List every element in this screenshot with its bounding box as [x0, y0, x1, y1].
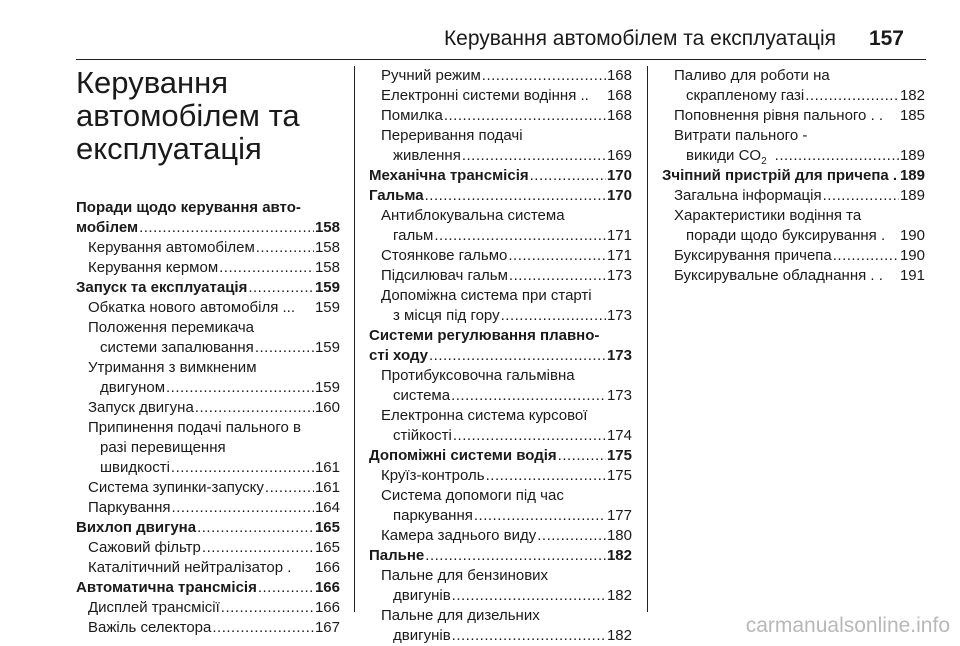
toc-leader-dots: [197, 518, 314, 538]
toc-entry[interactable]: [662, 226, 925, 246]
toc-leader-dots: [558, 446, 606, 466]
toc-entry-title: Система зупинки-запуску: [88, 479, 264, 496]
toc-entry[interactable]: [76, 498, 340, 518]
toc-entry[interactable]: [369, 306, 632, 326]
toc-entry[interactable]: [369, 426, 632, 446]
toc-entry-title: Паркування: [88, 499, 171, 516]
toc-leader-dots: [265, 478, 314, 498]
toc-section-entry[interactable]: [369, 346, 632, 366]
toc-entry-page: 189: [899, 187, 925, 204]
toc-entry-title: стійкості: [393, 427, 452, 444]
toc-entry-title: Керування кермом: [88, 259, 219, 276]
toc-leader-dots: [171, 458, 314, 478]
toc-section-entry[interactable]: [76, 278, 340, 298]
toc-entry-title: скрапленому газі: [686, 87, 805, 104]
toc-entry[interactable]: [369, 266, 632, 286]
toc-entry-page: 158: [314, 239, 340, 256]
toc-column-2: [369, 66, 632, 646]
toc-entry[interactable]: [369, 526, 632, 546]
toc-entry[interactable]: [369, 586, 632, 606]
toc-leader-dots: [172, 498, 314, 518]
toc-entry-page: 182: [606, 587, 632, 604]
watermark: carmanualsonline.info: [745, 614, 950, 637]
toc-entry-line: Характеристики водіння та: [674, 207, 862, 224]
toc-entry-title: Поповнення рівня пального . .: [674, 107, 884, 124]
toc-leader-dots: [429, 346, 606, 366]
toc-entry-page: 175: [606, 467, 632, 484]
toc-entry-page: 170: [606, 187, 632, 204]
toc-entry-title: двигунів: [393, 627, 451, 644]
toc-entry-title: швидкості: [100, 459, 170, 476]
toc-section-entry[interactable]: [369, 546, 632, 566]
toc-entry[interactable]: [76, 458, 340, 478]
toc-entry-page: 182: [606, 627, 632, 644]
toc-entry-page: 158: [314, 259, 340, 276]
toc-entry-page: 190: [899, 247, 925, 264]
toc-section-entry[interactable]: [76, 218, 340, 238]
toc-entry-line: Утримання з вимкненим: [88, 359, 257, 376]
toc-leader-dots: [166, 378, 314, 398]
toc-leader-dots: [195, 398, 314, 418]
toc-section-entry[interactable]: [369, 186, 632, 206]
toc-entry-page: 190: [899, 227, 925, 244]
toc-entry-page: 159: [314, 279, 340, 296]
toc-entry-line: Допоміжна система при старті: [381, 287, 592, 304]
toc-leader-dots: [212, 618, 314, 638]
toc-leader-dots: [444, 106, 606, 126]
toc-entry-title: поради щодо буксирування .: [686, 227, 886, 244]
toc-entry-title: Підсилювач гальм: [381, 267, 508, 284]
toc-entry[interactable]: [76, 538, 340, 558]
toc-entry[interactable]: [369, 146, 632, 166]
toc-entry-page: 165: [314, 519, 340, 536]
toc-entry-title: з місця під гору: [393, 307, 500, 324]
toc-section-entry[interactable]: [369, 446, 632, 466]
toc-entry-title: Помилка: [381, 107, 443, 124]
toc-leader-dots: [451, 386, 606, 406]
toc-section-page: 173: [606, 347, 632, 364]
toc-leader-dots: [255, 338, 314, 358]
toc-leader-dots: [508, 246, 606, 266]
toc-entry-line: Переривання подачі: [381, 127, 523, 144]
toc-entry-page: 159: [314, 379, 340, 396]
toc-entry-page: 175: [606, 447, 632, 464]
toc-entry-line: разі перевищення: [100, 439, 226, 456]
toc-entry-page: 166: [314, 559, 340, 576]
toc-leader-dots: [248, 278, 314, 298]
toc-entry-page: 174: [606, 427, 632, 444]
toc-entry-title-text: викиди CO: [686, 147, 762, 164]
toc-entry[interactable]: [76, 598, 340, 618]
toc-leader-dots: [823, 186, 899, 206]
toc-leader-dots: [221, 598, 314, 618]
toc-leader-dots: [453, 426, 606, 446]
toc-leader-dots: [462, 146, 606, 166]
toc-entry-page: 167: [314, 619, 340, 636]
toc-entry-page: 168: [606, 87, 632, 104]
toc-entry-title: Ручний режим: [381, 67, 481, 84]
toc-entry-title: Зчіпний пристрій для причепа .: [662, 167, 898, 184]
toc-entry[interactable]: [76, 258, 340, 278]
toc-leader-dots: [775, 146, 899, 166]
toc-entry-page: 173: [606, 267, 632, 284]
toc-entry-title: Сажовий фільтр: [88, 539, 201, 556]
chapter-title-line: автомобілем та: [76, 98, 300, 133]
toc-entry[interactable]: [369, 626, 632, 646]
toc-entry-title: Керування автомобілем: [88, 239, 255, 256]
toc-entry-page: 171: [606, 227, 632, 244]
toc-entry[interactable]: [369, 506, 632, 526]
running-header: [0, 24, 904, 54]
toc-entry[interactable]: [76, 238, 340, 258]
toc-entry-title: Допоміжні системи водія: [369, 447, 557, 464]
toc-entry[interactable]: [369, 226, 632, 246]
toc-entry-line: Припинення подачі пального в: [88, 419, 301, 436]
toc-entry-title: Важіль селектора: [88, 619, 212, 636]
toc-entry[interactable]: [369, 386, 632, 406]
toc-entry[interactable]: [662, 186, 925, 206]
toc-entry-page: 182: [899, 87, 925, 104]
toc-entry-page: 189: [899, 147, 925, 164]
toc-entry-page: 173: [606, 307, 632, 324]
toc-entry-title: Буксирувальне обладнання . .: [674, 267, 883, 284]
toc-entry-line: Антиблокувальна система: [381, 207, 565, 224]
toc-leader-dots: [258, 578, 314, 598]
toc-entry-page: 189: [899, 167, 925, 184]
toc-entry-title: Обкатка нового автомобіля ...: [88, 299, 296, 316]
toc-entry-title: гальм: [393, 227, 434, 244]
toc-entry-page: 173: [606, 387, 632, 404]
toc-entry-line: Пальне для дизельних: [381, 607, 540, 624]
toc-entry-page: 159: [314, 339, 340, 356]
chapter-title-line: експлуатація: [76, 131, 262, 166]
toc-entry-page: 185: [899, 107, 925, 124]
toc-entry-page: 170: [606, 167, 632, 184]
toc-entry-line: Паливо для роботи на: [674, 67, 830, 84]
chapter-title-line: Керування: [76, 65, 229, 100]
toc-entry-line: Пальне для бензинових: [381, 567, 549, 584]
toc-entry[interactable]: [369, 246, 632, 266]
toc-leader-dots: [509, 266, 606, 286]
toc-entry[interactable]: [369, 66, 632, 86]
toc-leader-dots: [474, 506, 606, 526]
page-number: 157: [868, 27, 904, 50]
toc-entry-title: Запуск двигуна: [88, 399, 194, 416]
toc-leader-dots: [452, 626, 606, 646]
toc-entry-title: двигуном: [100, 379, 166, 396]
toc-entry-page: 161: [314, 459, 340, 476]
toc-entry-title: система: [393, 387, 451, 404]
toc-entry-page: 166: [314, 579, 340, 596]
toc-entry-page: 166: [314, 599, 340, 616]
toc-leader-dots: [833, 246, 899, 266]
toc-entry[interactable]: [76, 558, 340, 578]
toc-section-entry[interactable]: [76, 578, 340, 598]
toc-entry-title: Пальне: [369, 547, 425, 564]
toc-column-3: [662, 66, 925, 286]
toc-entry-page: 182: [606, 547, 632, 564]
toc-leader-dots: [530, 166, 606, 186]
toc-entry-title: Електронні системи водіння ..: [381, 87, 589, 104]
toc-entry[interactable]: [662, 266, 925, 286]
toc-entry-line: Протибуксовочна гальмівна: [381, 367, 575, 384]
toc-entry-title: живлення: [393, 147, 461, 164]
toc-entry[interactable]: [662, 146, 925, 166]
toc-entry-title: Стоянкове гальмо: [381, 247, 508, 264]
toc-entry-page: 168: [606, 107, 632, 124]
toc-entry-title: паркування: [393, 507, 473, 524]
toc-leader-dots: [425, 546, 606, 566]
toc-entry-page: 160: [314, 399, 340, 416]
toc-entry-title: системи запалювання: [100, 339, 254, 356]
toc-entry[interactable]: [76, 298, 340, 318]
toc-section-entry[interactable]: [76, 518, 340, 538]
toc-section-title: сті ходу: [369, 347, 429, 364]
toc-entry-page: 191: [899, 267, 925, 284]
toc-entry-page: 164: [314, 499, 340, 516]
toc-entry-title: Механічна трансмісія: [369, 167, 529, 184]
toc-leader-dots: [482, 66, 606, 86]
toc-entry-title: [686, 146, 767, 166]
toc-leader-dots: [452, 586, 606, 606]
toc-entry-title: Круїз-контроль: [381, 467, 485, 484]
toc-entry-title: Запуск та експлуатація: [76, 279, 248, 296]
toc-column-1: [76, 198, 340, 638]
toc-leader-dots: [486, 466, 606, 486]
toc-entry-page: 169: [606, 147, 632, 164]
toc-entry-page: 159: [314, 299, 340, 316]
toc-leader-dots: [219, 258, 314, 278]
toc-entry[interactable]: [369, 106, 632, 126]
toc-entry-line: Витрати пального -: [674, 127, 808, 144]
running-header-title: Керування автомобілем та експлуатація: [443, 27, 836, 50]
toc-entry-title: Вихлоп двигуна: [76, 519, 197, 536]
toc-section-title: Системи регулювання плавно-: [369, 327, 600, 344]
toc-entry-page: 180: [606, 527, 632, 544]
subscript-digit: 2: [761, 156, 767, 167]
toc-entry[interactable]: [76, 378, 340, 398]
column-divider: [354, 66, 355, 612]
toc-entry[interactable]: [369, 466, 632, 486]
toc-entry-page: 177: [606, 507, 632, 524]
toc-entry-line: Положення перемикача: [88, 319, 255, 336]
toc-leader-dots: [202, 538, 314, 558]
toc-entry[interactable]: [76, 398, 340, 418]
chapter-title: [76, 66, 346, 165]
toc-entry-line: Система допомоги під час: [381, 487, 564, 504]
toc-entry-title: Каталітичний нейтралізатор .: [88, 559, 292, 576]
toc-entry-title: Загальна інформація: [674, 187, 822, 204]
toc-entry-page: 171: [606, 247, 632, 264]
toc-entry-page: 165: [314, 539, 340, 556]
toc-leader-dots: [434, 226, 606, 246]
toc-entry[interactable]: [76, 618, 340, 638]
toc-entry-title: двигунів: [393, 587, 451, 604]
toc-entry[interactable]: [662, 106, 925, 126]
toc-entry-title: Дисплей трансмісії: [88, 599, 220, 616]
column-divider: [647, 66, 648, 612]
toc-section-title: Поради щодо керування авто-: [76, 199, 301, 216]
toc-leader-dots: [537, 526, 606, 546]
toc-entry[interactable]: [369, 86, 632, 106]
toc-entry[interactable]: [662, 246, 925, 266]
toc-entry-title: Буксирування причепа: [674, 247, 832, 264]
toc-section-title: мобілем: [76, 219, 139, 236]
toc-entry-line: Електронна система курсової: [381, 407, 588, 424]
toc-entry-page: 168: [606, 67, 632, 84]
toc-entry[interactable]: [76, 338, 340, 358]
toc-leader-dots: [501, 306, 606, 326]
header-rule: [76, 59, 926, 60]
toc-entry[interactable]: [662, 86, 925, 106]
toc-entry[interactable]: [76, 478, 340, 498]
toc-leader-dots: [425, 186, 606, 206]
toc-section-page: 158: [314, 219, 340, 236]
toc-section-entry[interactable]: [662, 166, 925, 186]
toc-entry-title: Автоматична трансмісія: [76, 579, 257, 596]
toc-entry-title: Камера заднього виду: [381, 527, 537, 544]
toc-entry-title: Гальма: [369, 187, 424, 204]
toc-leader-dots: [139, 218, 314, 238]
toc-leader-dots: [805, 86, 899, 106]
toc-leader-dots: [256, 238, 314, 258]
toc-section-entry[interactable]: [369, 166, 632, 186]
toc-entry-page: 161: [314, 479, 340, 496]
